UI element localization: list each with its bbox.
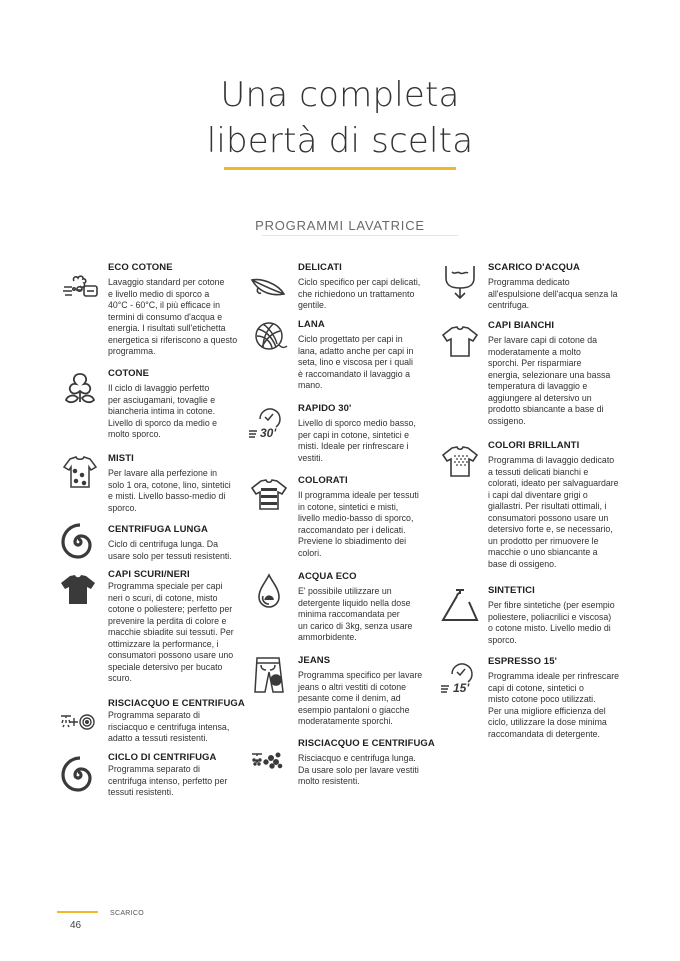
page-title	[0, 72, 680, 164]
program-desc: Lavaggio standard per cotone e livello medio di sporco a 40°C - 60°C, il più efficace in termini di consumo d'acqua e energia. I risultati sull'etichetta energetica si riferiscono a questo programma.	[108, 277, 238, 356]
striped-shirt-icon	[249, 475, 289, 515]
program-name: SINTETICI	[488, 585, 535, 596]
program-name: CAPI SCURI/NERI	[108, 569, 190, 580]
program-rapido-30	[298, 403, 438, 464]
program-desc: Per lavare alla perfezione in solo 1 ora, cotone, lino, sintetici e misti. Livello basso-medio di sporco.	[108, 468, 231, 513]
spiral-icon	[58, 755, 98, 795]
rinse-spin-icon	[58, 702, 98, 742]
program-desc: Ciclo specifico per capi delicati, che richiedono un trattamento gentile.	[298, 277, 421, 310]
program-centrifuga-lunga	[108, 524, 248, 562]
program-risciacquo-centrifuga	[108, 698, 248, 745]
program-ciclo-centrifuga	[108, 752, 248, 799]
program-espresso-15	[488, 656, 633, 740]
drain-icon	[440, 262, 480, 302]
program-desc: Programma separato di risciacquo e centrifuga intensa, adatto a tessuti resistenti.	[108, 710, 230, 743]
program-name: DELICATI	[298, 262, 342, 273]
program-desc: Il programma ideale per tessuti in cotone, sintetici e misti, livello medio-basso di sporco, raccomandato per i delicati. Previene lo sbiadimento dei colori.	[298, 490, 419, 558]
program-desc: Programma speciale per capi neri o scuri, di cotone, misto cotone o poliestere; perfetto per prevenire la perdita di colore e macchie sbiadite sui tessuti. Per ottimizzare la performance, i consumatori possono usare uno speciale detersivo per bucato scuro.	[108, 581, 234, 683]
program-desc: Il ciclo di lavaggio perfetto per asciugamani, tovaglie e biancheria intima in cotone. Livello di sporco da medio e molto sporco.	[108, 383, 218, 439]
program-name: LANA	[298, 319, 325, 330]
eco-cotton-icon	[60, 267, 100, 307]
spiral-icon	[58, 522, 98, 562]
timer-15-icon	[440, 660, 480, 700]
program-name: COLORI BRILLANTI	[488, 440, 580, 451]
bright-shirt-icon	[440, 442, 480, 482]
program-desc: Per fibre sintetiche (per esempio poliestere, poliacrilici e viscosa) o cotone misto. Livello medio di sporco.	[488, 600, 615, 645]
section-heading: PROGRAMMI LAVATRICE	[255, 218, 425, 233]
program-jeans	[298, 655, 438, 728]
program-name: MISTI	[108, 453, 134, 464]
program-name: SCARICO D'ACQUA	[488, 262, 580, 273]
program-desc: Programma specifico per lavare jeans o altri vestiti di cotone pesante come il denim, ad esempio pantaloni o giacche moderatamente sporchi.	[298, 670, 423, 726]
program-lana	[298, 319, 438, 392]
program-desc: Programma separato di centrifuga intenso, perfetto per tessuti resistenti.	[108, 764, 228, 797]
program-cotone	[108, 368, 248, 441]
section-divider	[262, 235, 458, 236]
program-scarico	[488, 262, 628, 312]
timer-badge: 30'	[260, 426, 277, 440]
program-name: ACQUA ECO	[298, 571, 357, 582]
program-name: COTONE	[108, 368, 150, 379]
program-name: ESPRESSO 15'	[488, 656, 557, 667]
program-desc: Livello di sporco medio basso, per capi in cotone, sintetici e misti. Ideale per rinfrescare i vestiti.	[298, 418, 416, 463]
cotton-flower-icon	[60, 370, 100, 410]
mixed-shirt-icon	[60, 453, 100, 493]
timer-30-icon	[248, 405, 288, 445]
wool-ball-icon	[249, 318, 289, 358]
program-name: COLORATI	[298, 475, 348, 486]
program-eco-cotone	[108, 262, 248, 358]
program-sintetici	[488, 585, 633, 646]
timer-badge: 15'	[453, 681, 470, 695]
dark-tshirt-icon	[58, 570, 98, 610]
water-drop-icon	[249, 572, 289, 612]
program-delicati	[298, 262, 438, 312]
program-desc: Ciclo progettato per capi in lana, adatto anche per capi in seta, lino e viscosa per i quali è raccomandato il lavaggio a mano.	[298, 334, 414, 390]
footer-accent-line	[57, 911, 98, 913]
title-line-2: libertà di scelta	[206, 121, 474, 161]
white-shirt-icon	[440, 322, 480, 362]
program-desc: Programma ideale per rinfrescare capi di cotone, sintetici o misto cotone poco utilizzati. Per una migliore efficienza del ciclo, utilizzare la dose minima raccomandata di detergente.	[488, 671, 620, 739]
program-risciacquo-centrifuga-2	[298, 738, 438, 788]
program-name: CICLO DI CENTRIFUGA	[108, 752, 217, 763]
program-name: CAPI BIANCHI	[488, 320, 555, 331]
title-underline	[224, 167, 456, 170]
program-desc: Programma dedicato all'espulsione dell'acqua senza la centrifuga.	[488, 277, 618, 310]
program-name: RISCIACQUO E CENTRIFUGA	[298, 738, 435, 749]
program-name: CENTRIFUGA LUNGA	[108, 524, 208, 535]
program-desc: Risciacquo e centrifuga lunga. Da usare solo per lavare vestiti molto resistenti.	[298, 753, 419, 786]
program-capi-scuri	[108, 569, 248, 685]
title-line-1: Una completa	[220, 75, 460, 115]
rinse-dots-icon	[248, 740, 288, 780]
program-desc: Programma di lavaggio dedicato a tessuti delicati bianchi e colorati, ideato per salvaguardare i capi dal diventare grigi o giallastri. Per risultati ottimali, i consumatori possono usare un detersivo forte e, se necessario, un prodotto per rimuovere le macchie o uno sbiancante a base di ossigeno.	[488, 455, 619, 569]
program-name: JEANS	[298, 655, 331, 666]
program-colori-brillanti	[488, 440, 633, 570]
feather-icon	[248, 266, 288, 306]
jeans-icon	[249, 655, 289, 695]
program-colorati	[298, 475, 438, 559]
page-number: 46	[70, 920, 82, 931]
program-desc: E' possibile utilizzare un detergente liquido nella dose minima raccomandata per un carico di 3kg, senza usare ammorbidente.	[298, 586, 413, 642]
program-name: RAPIDO 30'	[298, 403, 352, 414]
synthetic-hanger-icon	[440, 586, 480, 626]
program-capi-bianchi	[488, 320, 628, 427]
program-desc: Ciclo di centrifuga lunga. Da usare solo per tessuti resistenti.	[108, 539, 232, 561]
program-desc: Per lavare capi di cotone da moderatamente a molto sporchi. Per risparmiare energia, selezionare una bassa temperatura di lavaggio e aggiungere al detersivo un prodotto sbiancante a base di ossigeno.	[488, 335, 611, 426]
footer-label: SCARICO	[110, 910, 144, 917]
program-name: RISCIACQUO E CENTRIFUGA	[108, 698, 245, 709]
program-name: ECO COTONE	[108, 262, 173, 273]
program-misti	[108, 453, 248, 514]
program-acqua-eco	[298, 571, 438, 644]
